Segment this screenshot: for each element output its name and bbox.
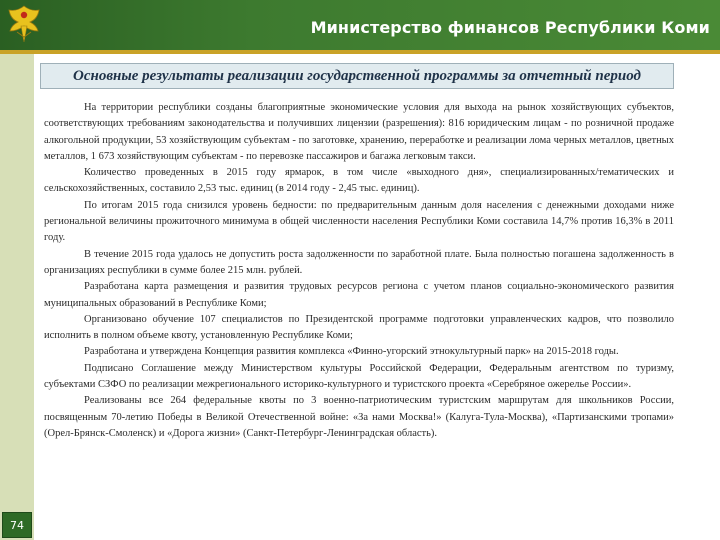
paragraph: На территории республики созданы благоприятные экономические условия для выхода на рынок хозяйствующих субъектов, соответствующих требованиям законодательства и получивших лицензии (разрешения): 816 юридическим лицам - по розничной продаже алкогольной продукции, 53 хозяйствующим субъектам - по заготовке, хранению, переработке и реализации лома черных металлов, цветных металлов, 1 673 хозяйствующим субъектам - по перевозке пассажиров и багажа легковым такси. — [44, 102, 674, 162]
paragraph: По итогам 2015 года снизился уровень бедности: по предварительным данным доля населения с денежными доходами ниже региональной величины прожиточного минимума в общей численности населения Республики Коми составила 14,7% против 16,3% в 2011 году. — [44, 199, 674, 244]
section-title-box — [40, 63, 674, 89]
paragraph: Разработана карта размещения и развития трудовых ресурсов региона с учетом планов социально-экономического развития муниципальных образований в Республике Коми; — [44, 281, 674, 309]
header-title: Министерство финансов Республики Коми — [310, 18, 710, 37]
header-bar — [0, 0, 720, 50]
coat-of-arms-icon — [2, 2, 46, 46]
body-text — [44, 100, 674, 442]
paragraph: Разработана и утверждена Концепция развития комплекса «Финно-угорский этнокультурный парк» на 2015-2018 годы. — [84, 346, 619, 358]
paragraph: В течение 2015 года удалось не допустить роста задолженности по заработной плате. Была полностью погашена задолженность в организациях республики в сумме более 215 млн. рублей. — [44, 248, 674, 276]
left-sidebar-band — [0, 54, 34, 540]
paragraph: Подписано Соглашение между Министерством культуры Российской Федерации, Федеральным агентством по туризму, субъектами СЗФО по реализации межрегионального историко-культурного и туристского проекта «Серебряное ожерелье России». — [44, 362, 674, 391]
paragraph: Количество проведенных в 2015 году ярмарок, в том числе «выходного дня», специализированных/тематических и сельскохозяйственных, составило 2,53 тыс. единиц (в 2014 году - 2,45 тыс. единиц). — [44, 167, 674, 195]
page-number: 74 — [2, 512, 32, 538]
section-title: Основные результаты реализации государственной программы за отчетный период — [73, 67, 641, 84]
paragraph: Организовано обучение 107 специалистов по Президентской программе подготовки управленческих кадров, что позволило исполнить в полном объеме квоту, установленную Республике Коми; — [44, 313, 674, 342]
paragraph: Реализованы все 264 федеральные квоты по 3 военно-патриотическим туристским маршрутам для школьников России, посвященным 70-летию Победы в Великой Отечественной войне: «За нами Москва!» (Калуга-Тула-Москва), «Партизанскими тропами» (Орел-Брянск-Смоленск) и «Дорога жизни» (Санкт-Петербург-Ленинградская область). — [44, 395, 674, 439]
header-divider — [0, 50, 720, 54]
